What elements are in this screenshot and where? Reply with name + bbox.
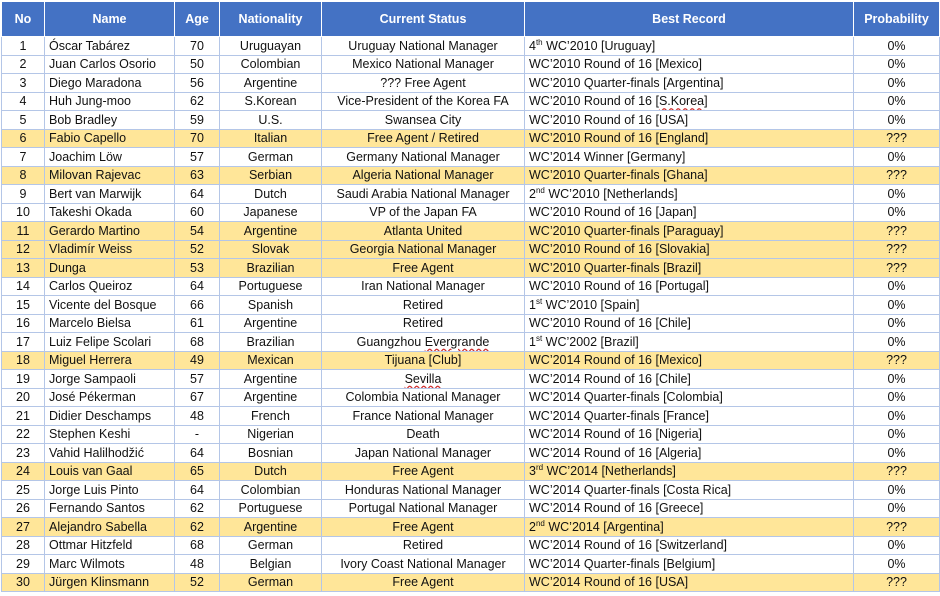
- cell-best-record: [525, 259, 854, 278]
- cell-current-status: Free Agent: [322, 518, 525, 537]
- cell-probability: ???: [854, 573, 940, 592]
- cell-best-record: [525, 55, 854, 74]
- table-row: [2, 92, 940, 111]
- header-best-record: Best Record: [525, 2, 854, 37]
- cell-probability: ???: [854, 518, 940, 537]
- cell-nationality: French: [220, 407, 322, 426]
- cell-name: Gerardo Martino: [45, 222, 175, 241]
- record-text: WC’2014 Winner [Germany]: [529, 149, 686, 164]
- cell-nationality: Portuguese: [220, 499, 322, 518]
- cell-no: 9: [2, 185, 45, 204]
- cell-name: Ottmar Hitzfeld: [45, 536, 175, 555]
- cell-best-record: [525, 499, 854, 518]
- cell-no: 30: [2, 573, 45, 592]
- cell-probability: 0%: [854, 499, 940, 518]
- cell-best-record: [525, 388, 854, 407]
- cell-current-status: Free Agent: [322, 259, 525, 278]
- cell-age: 67: [175, 388, 220, 407]
- record-ordinal-suffix: nd: [535, 518, 545, 528]
- cell-name: Bob Bradley: [45, 111, 175, 130]
- cell-age: 53: [175, 259, 220, 278]
- cell-nationality: Spanish: [220, 296, 322, 315]
- record-ordinal-suffix: rd: [535, 463, 544, 473]
- cell-best-record: [525, 74, 854, 93]
- cell-current-status: Retired: [322, 296, 525, 315]
- table-row: [2, 166, 940, 185]
- cell-probability: 0%: [854, 407, 940, 426]
- record-text: WC’2010 Round of 16 [Mexico]: [529, 57, 703, 72]
- cell-current-status: VP of the Japan FA: [322, 203, 525, 222]
- header-nationality: Nationality: [220, 2, 322, 37]
- cell-age: 60: [175, 203, 220, 222]
- cell-current-status: Saudi Arabia National Manager: [322, 185, 525, 204]
- cell-probability: 0%: [854, 481, 940, 500]
- cell-name: Marcelo Bielsa: [45, 314, 175, 333]
- cell-best-record: [525, 425, 854, 444]
- record-text: WC’2014 Quarter-finals [Belgium]: [529, 556, 716, 571]
- header-name: Name: [45, 2, 175, 37]
- cell-name: Jürgen Klinsmann: [45, 573, 175, 592]
- cell-name: Luiz Felipe Scolari: [45, 333, 175, 352]
- table-row: [2, 74, 940, 93]
- cell-name: José Pékerman: [45, 388, 175, 407]
- record-text: WC’2014 Quarter-finals [Costa Rica]: [529, 482, 732, 497]
- table-row: [2, 240, 940, 259]
- cell-current-status: Atlanta United: [322, 222, 525, 241]
- cell-current-status: Guangzhou Evergrande: [322, 333, 525, 352]
- cell-name: Miguel Herrera: [45, 351, 175, 370]
- record-placing: 2: [529, 519, 536, 534]
- cell-current-status: Free Agent: [322, 573, 525, 592]
- cell-age: 68: [175, 536, 220, 555]
- cell-best-record: [525, 462, 854, 481]
- cell-no: 5: [2, 111, 45, 130]
- cell-name: Marc Wilmots: [45, 555, 175, 574]
- spellcheck-underline: Sevilla: [404, 371, 442, 386]
- cell-best-record: [525, 185, 854, 204]
- cell-no: 18: [2, 351, 45, 370]
- cell-nationality: Slovak: [220, 240, 322, 259]
- cell-age: 54: [175, 222, 220, 241]
- table-row: [2, 277, 940, 296]
- table-row: [2, 111, 940, 130]
- cell-name: Vahid Halilhodžić: [45, 444, 175, 463]
- cell-nationality: Bosnian: [220, 444, 322, 463]
- record-text: WC’2010 Round of 16 [USA]: [529, 112, 689, 127]
- cell-current-status: Swansea City: [322, 111, 525, 130]
- cell-age: 63: [175, 166, 220, 185]
- cell-name: Stephen Keshi: [45, 425, 175, 444]
- cell-nationality: Belgian: [220, 555, 322, 574]
- cell-current-status: Germany National Manager: [322, 148, 525, 167]
- cell-nationality: Argentine: [220, 74, 322, 93]
- record-text: WC’2014 Quarter-finals [France]: [529, 408, 709, 423]
- cell-no: 24: [2, 462, 45, 481]
- cell-probability: 0%: [854, 333, 940, 352]
- table-row: [2, 259, 940, 278]
- cell-current-status: Iran National Manager: [322, 277, 525, 296]
- cell-best-record: [525, 518, 854, 537]
- cell-nationality: Argentine: [220, 314, 322, 333]
- cell-current-status: Honduras National Manager: [322, 481, 525, 500]
- cell-probability: 0%: [854, 37, 940, 56]
- cell-probability: 0%: [854, 370, 940, 389]
- cell-probability: 0%: [854, 536, 940, 555]
- cell-best-record: [525, 444, 854, 463]
- spellcheck-underline: Evergrande: [424, 334, 490, 349]
- cell-current-status: ??? Free Agent: [322, 74, 525, 93]
- cell-name: Juan Carlos Osorio: [45, 55, 175, 74]
- cell-no: 17: [2, 333, 45, 352]
- record-text: WC’2014 Round of 16 [Switzerland]: [529, 538, 728, 553]
- cell-no: 8: [2, 166, 45, 185]
- cell-nationality: U.S.: [220, 111, 322, 130]
- cell-name: Didier Deschamps: [45, 407, 175, 426]
- cell-probability: 0%: [854, 185, 940, 204]
- record-text: WC’2010 Quarter-finals [Paraguay]: [529, 223, 724, 238]
- cell-current-status: France National Manager: [322, 407, 525, 426]
- cell-name: Vladimír Weiss: [45, 240, 175, 259]
- record-ordinal-suffix: st: [535, 333, 543, 343]
- cell-probability: 0%: [854, 92, 940, 111]
- cell-best-record: [525, 148, 854, 167]
- cell-no: 29: [2, 555, 45, 574]
- record-placing: 1: [529, 334, 536, 349]
- record-text: WC’2002 [Brazil]: [545, 334, 639, 349]
- table-row: [2, 203, 940, 222]
- table-row: [2, 555, 940, 574]
- cell-nationality: Serbian: [220, 166, 322, 185]
- record-text: WC’2010 Round of 16 [Chile]: [529, 316, 691, 331]
- record-text: WC’2014 Round of 16 [Algeria]: [529, 445, 702, 460]
- cell-nationality: German: [220, 148, 322, 167]
- table-row: [2, 129, 940, 148]
- cell-name: Jorge Sampaoli: [45, 370, 175, 389]
- cell-name: Carlos Queiroz: [45, 277, 175, 296]
- table-row: [2, 55, 940, 74]
- cell-age: 64: [175, 481, 220, 500]
- spellcheck-underline: S.Korea: [658, 94, 705, 109]
- record-ordinal-suffix: th: [535, 37, 543, 47]
- cell-age: 62: [175, 518, 220, 537]
- cell-age: 64: [175, 185, 220, 204]
- cell-probability: 0%: [854, 277, 940, 296]
- cell-best-record: [525, 573, 854, 592]
- cell-probability: ???: [854, 462, 940, 481]
- header-row: [2, 2, 940, 37]
- table-row: [2, 573, 940, 592]
- cell-best-record: [525, 407, 854, 426]
- cell-current-status: Japan National Manager: [322, 444, 525, 463]
- cell-best-record: WC’2010 Round of 16 [S.Korea]: [525, 92, 854, 111]
- table-row: [2, 536, 940, 555]
- table-row: [2, 499, 940, 518]
- cell-probability: 0%: [854, 388, 940, 407]
- cell-no: 15: [2, 296, 45, 315]
- record-text: WC’2010 Quarter-finals [Ghana]: [529, 168, 708, 183]
- cell-no: 26: [2, 499, 45, 518]
- cell-probability: 0%: [854, 111, 940, 130]
- cell-best-record: [525, 314, 854, 333]
- cell-nationality: Argentine: [220, 370, 322, 389]
- cell-probability: 0%: [854, 296, 940, 315]
- cell-name: Alejandro Sabella: [45, 518, 175, 537]
- record-text: WC’2010 Round of 16 [Japan]: [529, 205, 697, 220]
- cell-no: 23: [2, 444, 45, 463]
- table-row: [2, 333, 940, 352]
- record-text: WC’2010 Round of 16 [England]: [529, 131, 709, 146]
- managers-table: [1, 1, 940, 592]
- cell-no: 4: [2, 92, 45, 111]
- table-row: [2, 37, 940, 56]
- record-text: WC’2014 [Argentina]: [548, 519, 664, 534]
- cell-age: 52: [175, 240, 220, 259]
- cell-probability: 0%: [854, 314, 940, 333]
- cell-no: 13: [2, 259, 45, 278]
- cell-name: Dunga: [45, 259, 175, 278]
- cell-probability: ???: [854, 259, 940, 278]
- cell-current-status: Death: [322, 425, 525, 444]
- cell-probability: ???: [854, 166, 940, 185]
- cell-probability: ???: [854, 240, 940, 259]
- cell-current-status: Georgia National Manager: [322, 240, 525, 259]
- cell-age: 62: [175, 92, 220, 111]
- cell-nationality: Colombian: [220, 55, 322, 74]
- cell-no: 21: [2, 407, 45, 426]
- cell-name: Fernando Santos: [45, 499, 175, 518]
- cell-age: 57: [175, 370, 220, 389]
- cell-no: 6: [2, 129, 45, 148]
- record-placing: 3: [529, 464, 536, 479]
- cell-nationality: Portuguese: [220, 277, 322, 296]
- cell-nationality: Argentine: [220, 518, 322, 537]
- cell-probability: 0%: [854, 555, 940, 574]
- cell-name: Jorge Luis Pinto: [45, 481, 175, 500]
- cell-no: 11: [2, 222, 45, 241]
- cell-no: 3: [2, 74, 45, 93]
- table-row: [2, 351, 940, 370]
- record-text: WC’2010 Quarter-finals [Brazil]: [529, 260, 702, 275]
- cell-nationality: S.Korean: [220, 92, 322, 111]
- cell-best-record: [525, 351, 854, 370]
- cell-best-record: [525, 536, 854, 555]
- record-text: WC’2014 [Netherlands]: [546, 464, 676, 479]
- table-row: [2, 444, 940, 463]
- cell-name: Fabio Capello: [45, 129, 175, 148]
- cell-no: 19: [2, 370, 45, 389]
- cell-probability: ???: [854, 129, 940, 148]
- cell-nationality: Argentine: [220, 388, 322, 407]
- cell-probability: 0%: [854, 55, 940, 74]
- table-row: [2, 518, 940, 537]
- cell-age: 64: [175, 444, 220, 463]
- record-text: WC’2010 Round of 16 [Slovakia]: [529, 242, 710, 257]
- record-ordinal-suffix: st: [535, 296, 543, 306]
- cell-nationality: Argentine: [220, 222, 322, 241]
- cell-current-status: Vice-President of the Korea FA: [322, 92, 525, 111]
- cell-current-status: Free Agent: [322, 462, 525, 481]
- cell-nationality: Italian: [220, 129, 322, 148]
- cell-best-record: [525, 111, 854, 130]
- cell-name: Óscar Tabárez: [45, 37, 175, 56]
- record-text: WC’2010 Round of 16 [Portugal]: [529, 279, 709, 294]
- cell-no: 27: [2, 518, 45, 537]
- cell-best-record: [525, 166, 854, 185]
- cell-probability: 0%: [854, 425, 940, 444]
- cell-no: 28: [2, 536, 45, 555]
- record-text: WC’2010 [Uruguay]: [546, 38, 656, 53]
- cell-best-record: [525, 481, 854, 500]
- cell-nationality: Japanese: [220, 203, 322, 222]
- cell-age: 56: [175, 74, 220, 93]
- table-row: [2, 425, 940, 444]
- table-row: [2, 222, 940, 241]
- cell-current-status: Retired: [322, 536, 525, 555]
- cell-age: 70: [175, 37, 220, 56]
- cell-age: 50: [175, 55, 220, 74]
- cell-nationality: German: [220, 536, 322, 555]
- cell-nationality: Uruguayan: [220, 37, 322, 56]
- record-text: WC’2014 Round of 16 [Mexico]: [529, 353, 703, 368]
- cell-age: 62: [175, 499, 220, 518]
- table-row: [2, 481, 940, 500]
- cell-nationality: Colombian: [220, 481, 322, 500]
- cell-no: 7: [2, 148, 45, 167]
- table-row: [2, 185, 940, 204]
- cell-age: 48: [175, 555, 220, 574]
- record-text: WC’2010 [Netherlands]: [548, 186, 678, 201]
- cell-age: 66: [175, 296, 220, 315]
- cell-no: 20: [2, 388, 45, 407]
- cell-age: 70: [175, 129, 220, 148]
- record-text: WC’2010 [Spain]: [545, 297, 640, 312]
- cell-current-status: Ivory Coast National Manager: [322, 555, 525, 574]
- record-text: WC’2014 Round of 16 [Chile]: [529, 371, 691, 386]
- cell-name: Vicente del Bosque: [45, 296, 175, 315]
- record-text: WC’2014 Round of 16 [USA]: [529, 575, 689, 590]
- cell-age: 68: [175, 333, 220, 352]
- cell-name: Louis van Gaal: [45, 462, 175, 481]
- cell-age: 49: [175, 351, 220, 370]
- cell-nationality: German: [220, 573, 322, 592]
- cell-no: 25: [2, 481, 45, 500]
- cell-current-status: Free Agent / Retired: [322, 129, 525, 148]
- cell-best-record: [525, 277, 854, 296]
- record-placing: 4: [529, 38, 536, 53]
- cell-age: 59: [175, 111, 220, 130]
- cell-nationality: Brazilian: [220, 333, 322, 352]
- record-text: WC’2014 Round of 16 [Greece]: [529, 501, 704, 516]
- cell-best-record: [525, 555, 854, 574]
- cell-name: Joachim Löw: [45, 148, 175, 167]
- table-row: [2, 462, 940, 481]
- header-probability: Probability: [854, 2, 940, 37]
- cell-no: 22: [2, 425, 45, 444]
- cell-best-record: [525, 203, 854, 222]
- cell-name: Bert van Marwijk: [45, 185, 175, 204]
- cell-age: 52: [175, 573, 220, 592]
- record-text: WC’2014 Quarter-finals [Colombia]: [529, 390, 723, 405]
- cell-no: 2: [2, 55, 45, 74]
- cell-current-status: Mexico National Manager: [322, 55, 525, 74]
- table-row: [2, 148, 940, 167]
- cell-best-record: [525, 129, 854, 148]
- table-row: [2, 296, 940, 315]
- cell-best-record: [525, 333, 854, 352]
- table-body: [2, 37, 940, 592]
- cell-best-record: [525, 37, 854, 56]
- cell-current-status: Colombia National Manager: [322, 388, 525, 407]
- cell-no: 16: [2, 314, 45, 333]
- cell-age: 48: [175, 407, 220, 426]
- record-placing: 1: [529, 297, 536, 312]
- cell-name: Diego Maradona: [45, 74, 175, 93]
- cell-no: 14: [2, 277, 45, 296]
- table-row: [2, 370, 940, 389]
- table-row: [2, 388, 940, 407]
- cell-probability: 0%: [854, 148, 940, 167]
- cell-best-record: [525, 240, 854, 259]
- record-text: WC’2014 Round of 16 [Nigeria]: [529, 427, 703, 442]
- cell-current-status: [322, 370, 525, 389]
- cell-nationality: Dutch: [220, 462, 322, 481]
- cell-current-status: Retired: [322, 314, 525, 333]
- cell-age: -: [175, 425, 220, 444]
- cell-current-status: Algeria National Manager: [322, 166, 525, 185]
- cell-age: 65: [175, 462, 220, 481]
- table-row: [2, 314, 940, 333]
- cell-no: 12: [2, 240, 45, 259]
- cell-probability: ???: [854, 222, 940, 241]
- table-row: [2, 407, 940, 426]
- header-no: No: [2, 2, 45, 37]
- cell-best-record: [525, 296, 854, 315]
- record-placing: 2: [529, 186, 536, 201]
- record-ordinal-suffix: nd: [535, 185, 545, 195]
- cell-age: 57: [175, 148, 220, 167]
- header-current-status: Current Status: [322, 2, 525, 37]
- cell-name: Huh Jung-moo: [45, 92, 175, 111]
- record-text: WC’2010 Quarter-finals [Argentina]: [529, 75, 724, 90]
- cell-name: Takeshi Okada: [45, 203, 175, 222]
- cell-best-record: [525, 370, 854, 389]
- cell-nationality: Dutch: [220, 185, 322, 204]
- cell-best-record: [525, 222, 854, 241]
- cell-current-status: Uruguay National Manager: [322, 37, 525, 56]
- cell-nationality: Mexican: [220, 351, 322, 370]
- cell-no: 10: [2, 203, 45, 222]
- header-age: Age: [175, 2, 220, 37]
- cell-age: 61: [175, 314, 220, 333]
- cell-current-status: Portugal National Manager: [322, 499, 525, 518]
- cell-nationality: Nigerian: [220, 425, 322, 444]
- cell-no: 1: [2, 37, 45, 56]
- cell-probability: 0%: [854, 203, 940, 222]
- cell-probability: 0%: [854, 444, 940, 463]
- cell-age: 64: [175, 277, 220, 296]
- cell-probability: ???: [854, 351, 940, 370]
- cell-current-status: Tijuana [Club]: [322, 351, 525, 370]
- cell-name: Milovan Rajevac: [45, 166, 175, 185]
- cell-probability: 0%: [854, 74, 940, 93]
- cell-nationality: Brazilian: [220, 259, 322, 278]
